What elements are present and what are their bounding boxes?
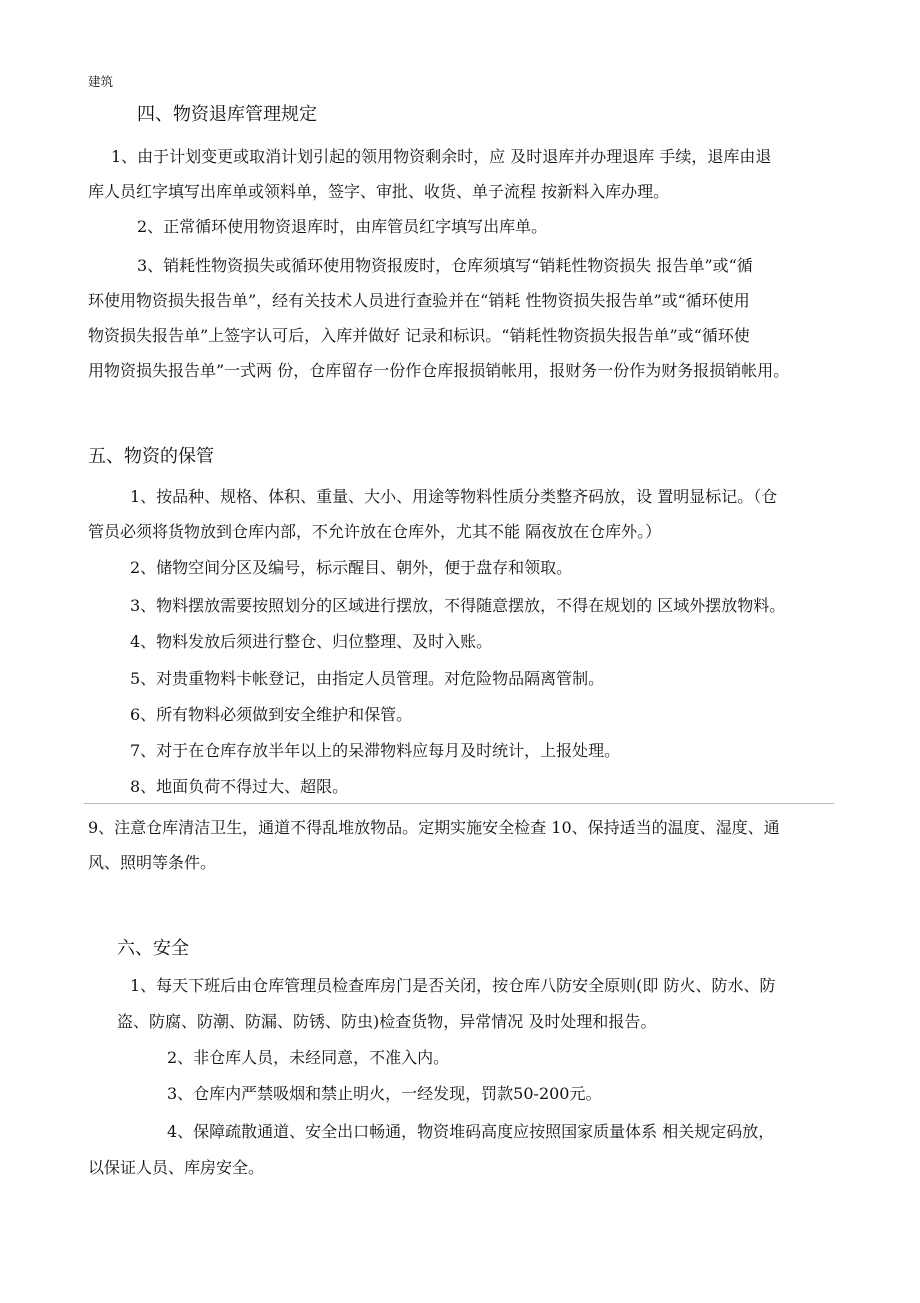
paragraph-line: 盗、防腐、防潮、防漏、防锈、防虫)检查货物，异常情况 及时处理和报告。 [117,1012,657,1031]
paragraph-line: 以保证人员、库房安全。 [88,1158,265,1177]
paragraph-line: 2、正常循环使用物资退库时，由库管员红字填写出库单。 [137,217,548,236]
paragraph-line: 用物资损失报告单”一式两 份，仓库留存一份作仓库报损销帐用，报财务一份作为财务报损销帐用。 [88,361,790,380]
section-title-return-rules: 四、物资退库管理规定 [137,104,317,125]
paragraph-line: 1、按品种、规格、体积、重量、大小、用途等物料性质分类整齐码放，设 置明显标记。（仓 [130,487,778,506]
paragraph-line: 环使用物资损失报告单”，经有关技术人员进行查验并在“销耗 性物资损失报告单”或“循环使用 [88,291,750,310]
paragraph-line: 7、对于在仓库存放半年以上的呆滞物料应每月及时统计，上报处理。 [130,741,621,760]
paragraph-line: 3、仓库内严禁吸烟和禁止明火，一经发现，罚款50-200元。 [167,1084,602,1103]
paragraph-line: 2、非仓库人员，未经同意，不准入内。 [167,1048,450,1067]
paragraph-line: 4、保障疏散通道、安全出口畅通，物资堆码高度应按照国家质量体系 相关规定码放， [167,1122,775,1141]
section-title-safety: 六、安全 [117,938,189,959]
horizontal-divider [84,803,834,804]
section-title-storage: 五、物资的保管 [88,446,214,467]
paragraph-line: 6、所有物料必须做到安全维护和保管。 [130,705,413,724]
paragraph-line: 物资损失报告单”上签字认可后，入库并做好 记录和标识。“销耗性物资损失报告单”或“循环使 [88,326,750,345]
paragraph-line: 1、由于计划变更或取消计划引起的领用物资剩余时，应 及时退库并办理退库 手续，退库由退 [111,147,772,166]
paragraph-line: 3、物料摆放需要按照划分的区域进行摆放，不得随意摆放，不得在规划的 区域外摆放物料。 [130,596,786,615]
paragraph-line: 2、储物空间分区及编号，标示醒目、朝外，便于盘存和领取。 [130,558,573,577]
paragraph-line: 5、对贵重物料卡帐登记，由指定人员管理。对危险物品隔离管制。 [130,669,605,688]
paragraph-line: 9、注意仓库清洁卫生，通道不得乱堆放物品。定期实施安全检查 10、保持适当的温度、湿度、通 [88,818,780,837]
paragraph-line: 管员必须将货物放到仓库内部，不允许放在仓库外，尤其不能 隔夜放在仓库外。） [88,522,662,541]
header-label: 建筑 [88,74,114,89]
paragraph-line: 3、销耗性物资损失或循环使用物资报废时，仓库须填写“销耗性物资损失 报告单”或“循 [137,256,753,275]
paragraph-line: 1、每天下班后由仓库管理员检查库房门是否关闭，按仓库八防安全原则(即 防火、防水、防 [130,976,776,995]
paragraph-line: 8、地面负荷不得过大、超限。 [130,777,349,796]
paragraph-line: 4、物料发放后须进行整仓、归位整理、及时入账。 [130,632,493,651]
paragraph-line: 库人员红字填写出库单或领料单，签字、审批、收货、单子流程 按新料入库办理。 [88,182,670,201]
paragraph-line: 风、照明等条件。 [88,853,217,872]
